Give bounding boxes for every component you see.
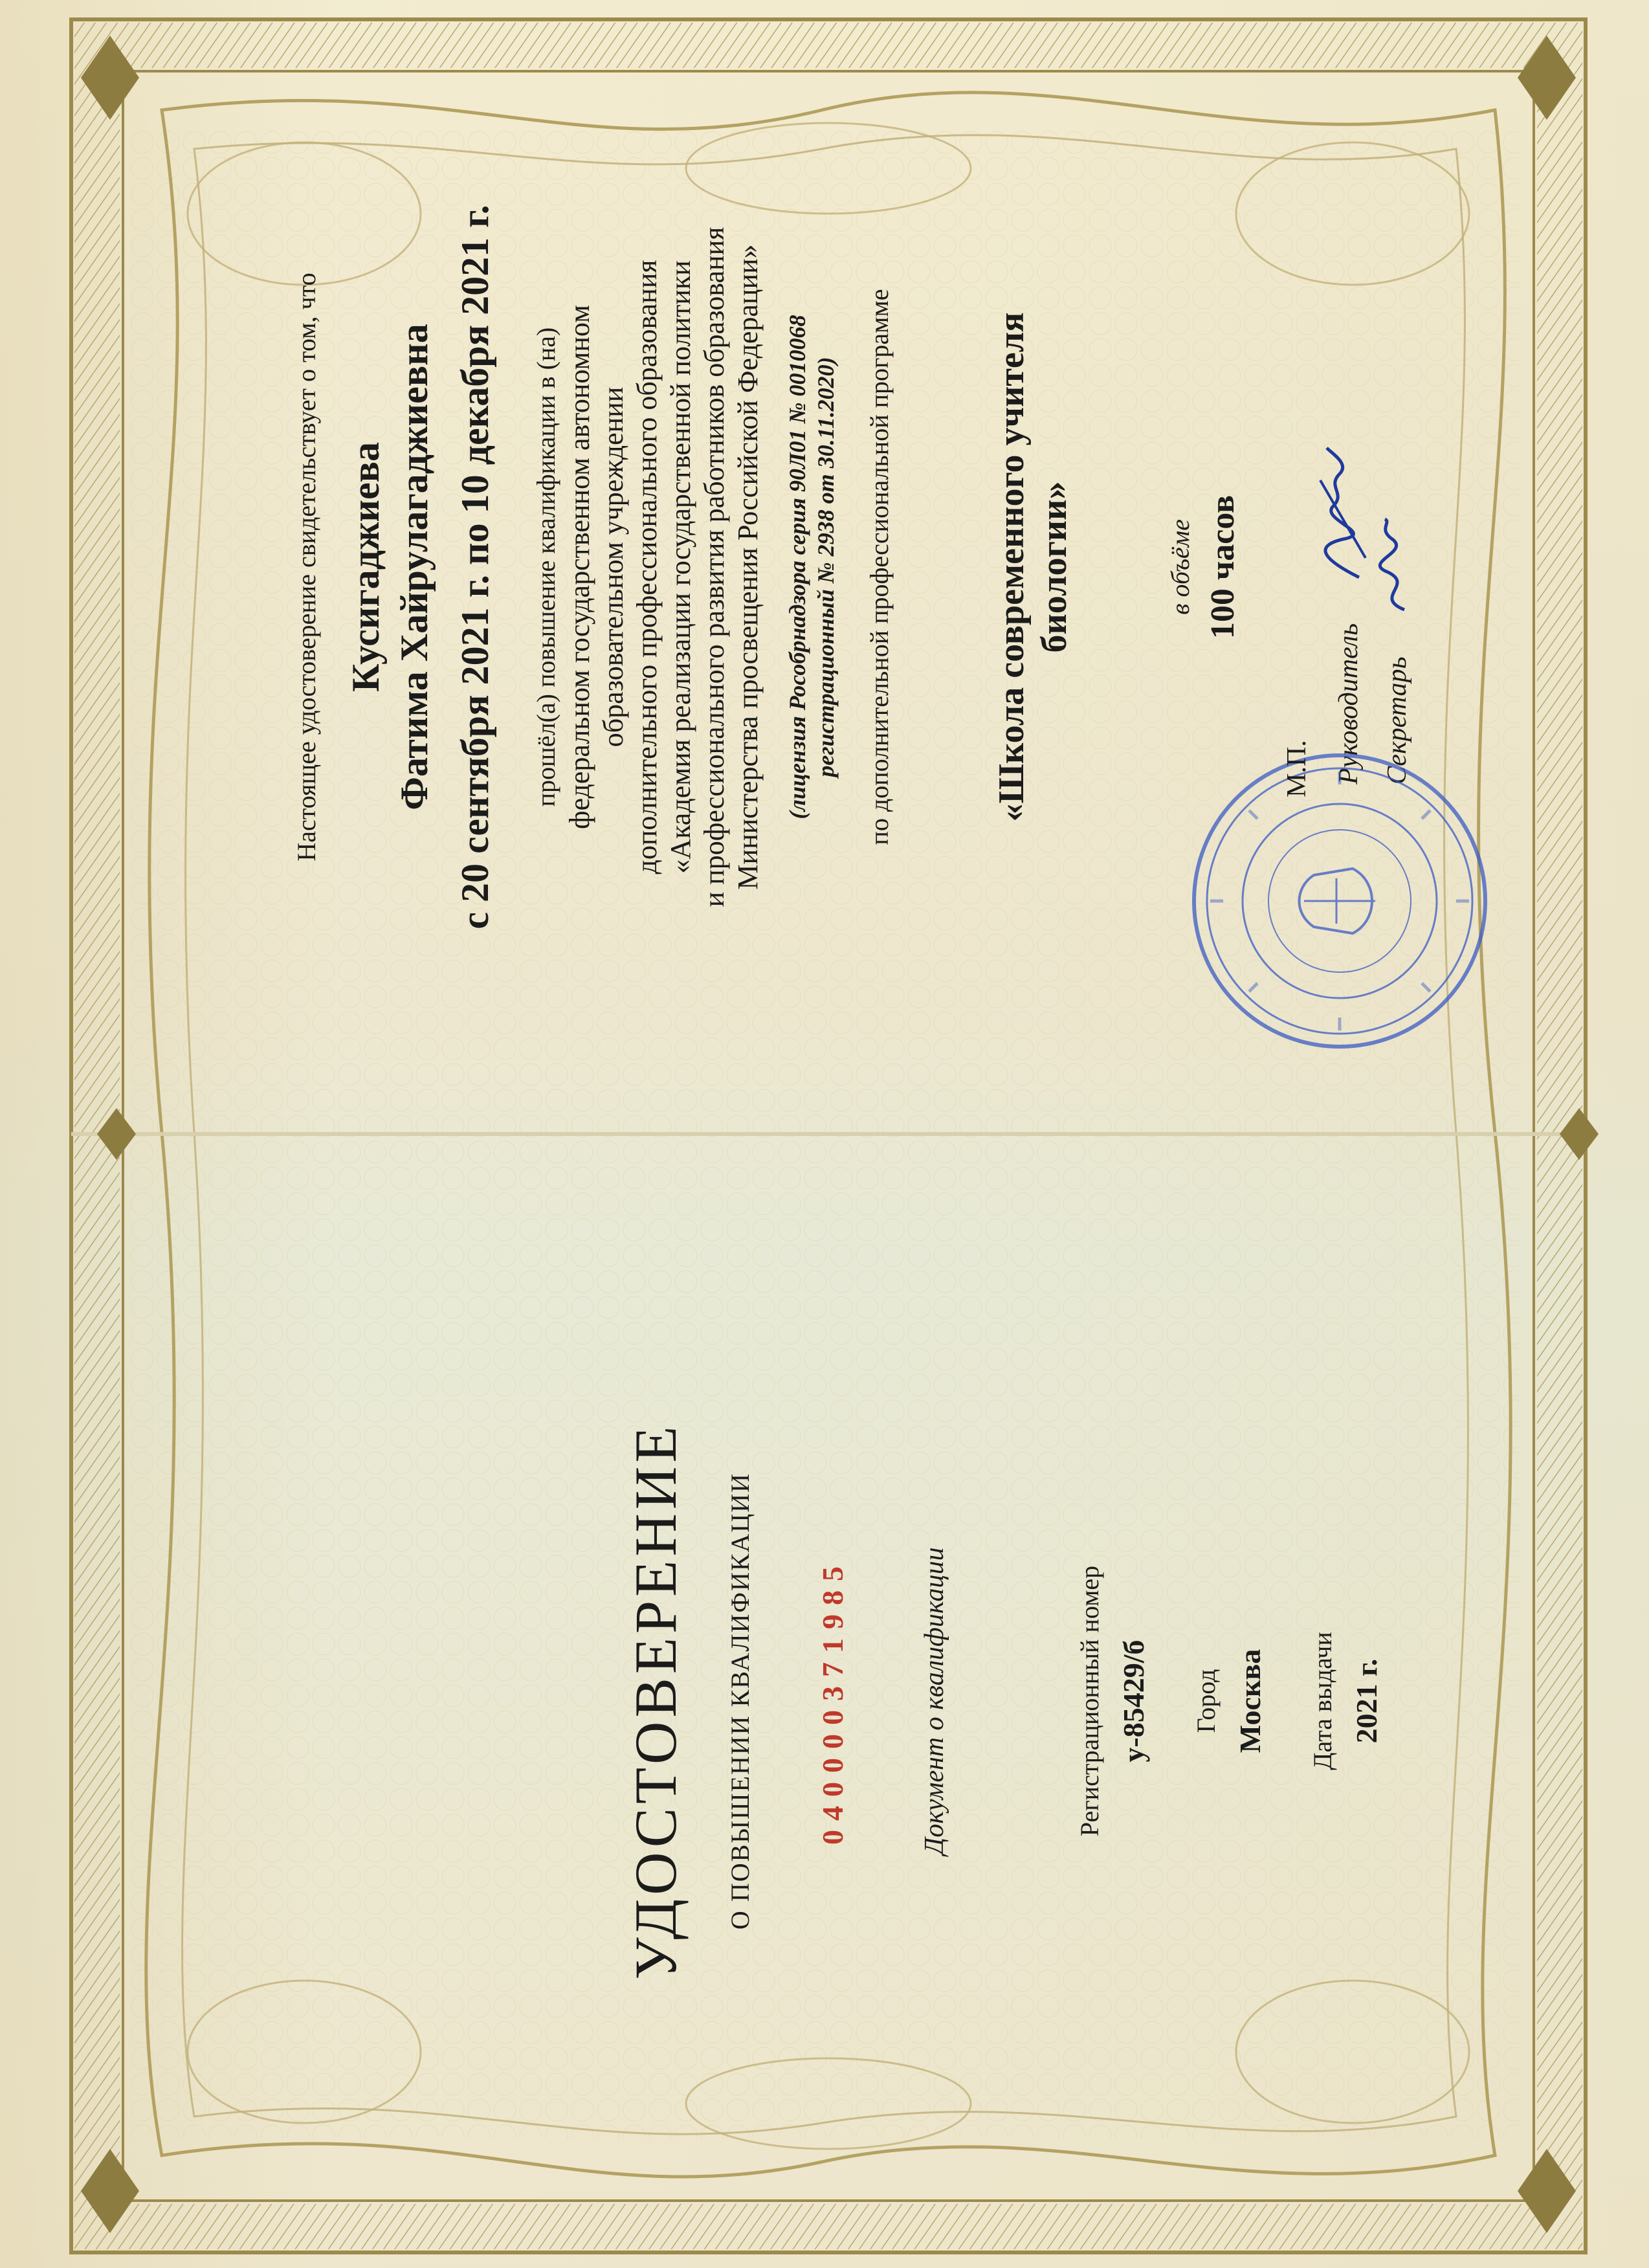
serial-number: 040000371985	[816, 1557, 849, 1845]
license-info	[783, 0, 840, 1134]
training-dates: с 20 сентября 2021 г. по 10 декабря 2021 г.	[454, 205, 496, 929]
holder-given-names: Фатима Хайрулагаджиевна	[393, 324, 436, 810]
hours-value: 100 часов	[1204, 495, 1241, 639]
certificate-subtitle: О ПОВЫШЕНИИ КВАЛИФИКАЦИИ	[725, 1472, 755, 1930]
document-kind: Документ о квалификации	[920, 1547, 949, 1855]
hours-label: в объёме	[1166, 519, 1195, 615]
org-line: дополнительного профессионального образования	[631, 260, 663, 874]
cover-page	[0, 1134, 1649, 2268]
organization-name	[563, 0, 765, 1134]
holder-surname: Кусигаджиева	[344, 441, 387, 693]
program-line-1: «Школа современного учителя	[991, 312, 1032, 822]
registration-label: Регистрационный номер	[1075, 1565, 1104, 1837]
license-line-2: регистрационный № 2938 от 30.11.2020)	[813, 357, 839, 777]
org-line: федеральном государственном автономном	[564, 305, 595, 829]
program-line-2: биологии»	[1034, 481, 1074, 653]
official-stamp	[1184, 746, 1495, 1056]
stamp-mark: М.П.	[1282, 740, 1312, 797]
secretary-signature	[1366, 513, 1424, 616]
org-line: образовательном учреждении	[597, 386, 629, 748]
org-line: «Академия реализации государственной политики	[665, 260, 696, 874]
certificate-title: УДОСТОВЕРЕНИЕ	[623, 1422, 689, 1980]
registration-number: у-85429/б	[1117, 1640, 1150, 1762]
license-line-1: (лицензия Рособрнадзора серия 90Л01 № 0010068	[784, 315, 810, 819]
org-line: Министерства просвещения Российской Федерации»	[732, 244, 764, 890]
city-value: Москва	[1234, 1649, 1267, 1753]
org-line: и профессионального развития работников образования	[698, 227, 730, 907]
program-intro: по дополнительной профессиональной программе	[865, 289, 894, 845]
head-signature-label: Руководитель	[1334, 623, 1364, 784]
program-title	[990, 0, 1076, 1134]
issue-date-value: 2021 г.	[1350, 1658, 1383, 1744]
passed-text: прошёл(а) повышение квалификации в (на)	[531, 327, 560, 807]
city-label: Город	[1191, 1669, 1221, 1733]
secretary-signature-label: Секретарь	[1382, 656, 1412, 784]
intro-text: Настоящее удостоверение свидетельствует о том, что	[292, 272, 321, 862]
issue-date-label: Дата выдачи	[1308, 1632, 1337, 1770]
